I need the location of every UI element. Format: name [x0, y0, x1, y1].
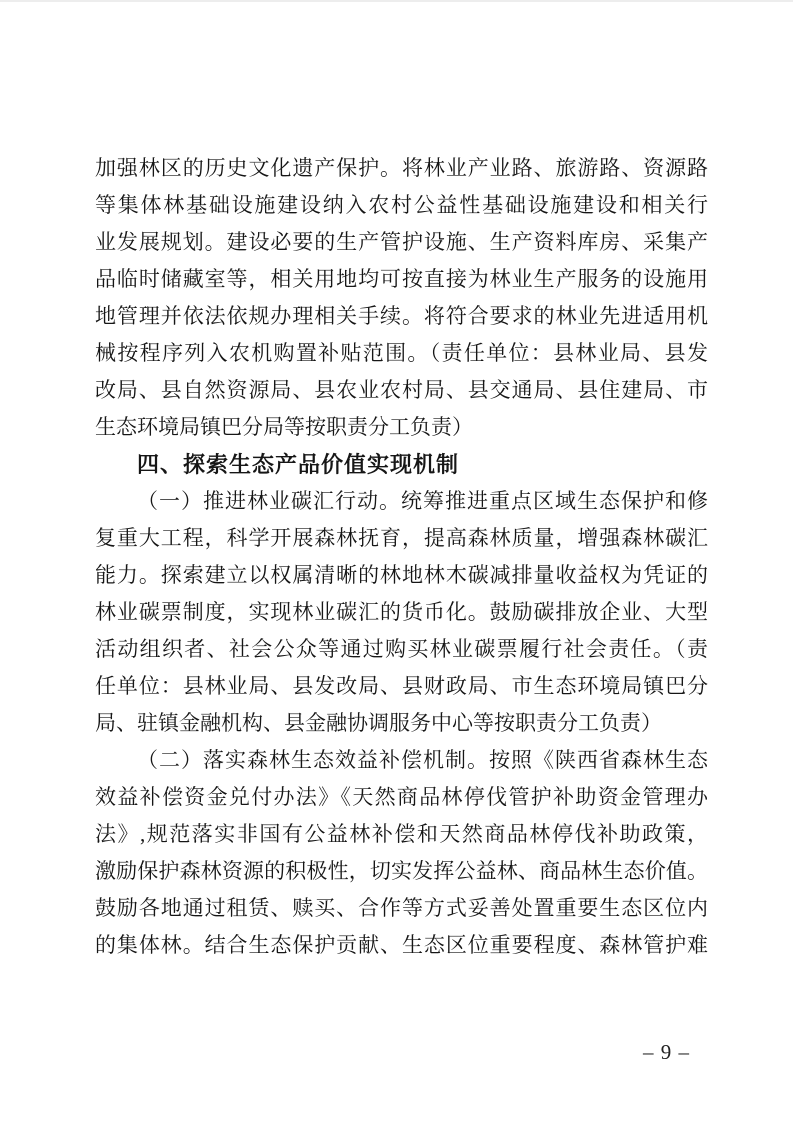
text-line: 改局、县自然资源局、县农业农村局、县交通局、县住建局、市 [95, 378, 708, 402]
text-line: 能力。探索建立以权属清晰的林地林木碳减排量收益权为凭证的 [95, 563, 708, 587]
section-heading: 四、探索生态产品价值实现机制 [137, 452, 460, 477]
text-line: 局、驻镇金融机构、县金融协调服务中心等按职责分工负责） [95, 711, 662, 735]
text-line: （一）推进林业碳汇行动。统筹推进重点区域生态保护和修 [137, 489, 708, 513]
text-line: 任单位：县林业局、县发改局、县财政局、市生态环境局镇巴分 [95, 674, 708, 698]
page-number: – 9 – [643, 1040, 690, 1064]
text-line: 复重大工程，科学开展森林抚育，提高森林质量，增强森林碳汇 [95, 526, 708, 550]
text-line: 活动组织者、社会公众等通过购买林业碳票履行社会责任。（责 [95, 637, 708, 661]
text-line: 鼓励各地通过租赁、赎买、合作等方式妥善处置重要生态区位内 [95, 896, 708, 920]
text-line: 地管理并依法依规办理相关手续。将符合要求的林业先进适用机 [95, 304, 708, 328]
text-line: 等集体林基础设施建设纳入农村公益性基础设施建设和相关行 [95, 193, 708, 217]
text-line: 械按程序列入农机购置补贴范围。（责任单位：县林业局、县发 [95, 341, 708, 365]
text-line: 的集体林。结合生态保护贡献、生态区位重要程度、森林管护难 [95, 933, 708, 957]
text-line: 品临时储藏室等，相关用地均可按直接为林业生产服务的设施用 [95, 267, 708, 291]
text-line: 效益补偿资金兑付办法》《天然商品林停伐管护补助资金管理办 [95, 785, 708, 809]
text-line: 激励保护森林资源的积极性，切实发挥公益林、商品林生态价值。 [95, 859, 708, 883]
text-line: 业发展规划。建设必要的生产管护设施、生产资料库房、采集产 [95, 230, 708, 254]
text-line: 生态环境局镇巴分局等按职责分工负责） [95, 415, 473, 439]
document-body [95, 150, 708, 964]
text-line: （二）落实森林生态效益补偿机制。按照《陕西省森林生态 [137, 748, 708, 772]
text-line: 林业碳票制度，实现林业碳汇的货币化。鼓励碳排放企业、大型 [95, 600, 708, 624]
page-top-edge-line [0, 0, 793, 2]
text-line: 加强林区的历史文化遗产保护。将林业产业路、旅游路、资源路 [95, 156, 708, 180]
text-line: 法》,规范落实非国有公益林补偿和天然商品林停伐补助政策， [95, 822, 708, 846]
